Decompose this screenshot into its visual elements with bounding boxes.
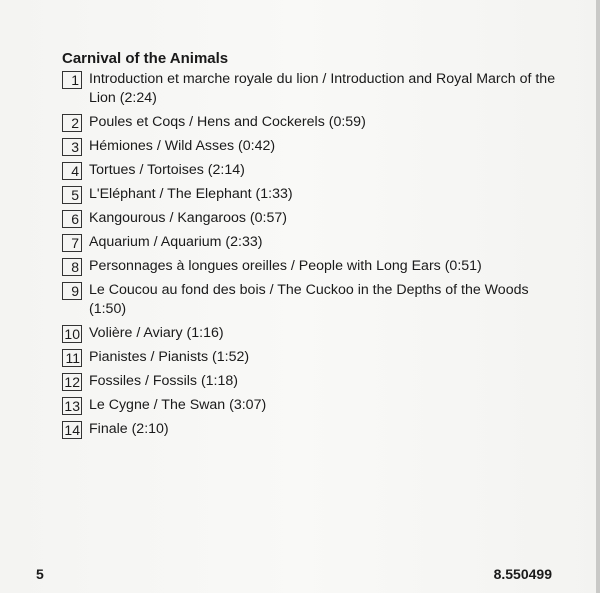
- track-title: Finale (2:10): [89, 421, 169, 437]
- track-item: [62, 185, 562, 204]
- track-title: Kangourous / Kangaroos (0:57): [89, 210, 287, 226]
- track-number: 10: [62, 325, 82, 343]
- track-number: 8: [62, 258, 82, 276]
- track-item: [62, 396, 562, 415]
- track-item: [62, 324, 562, 343]
- track-item: [62, 348, 562, 367]
- track-number: 9: [62, 282, 82, 300]
- track-number: 3: [62, 138, 82, 156]
- track-number: 11: [62, 349, 82, 367]
- page-edge: [596, 0, 600, 593]
- track-number: 6: [62, 210, 82, 228]
- track-title: Poules et Coqs / Hens and Cockerels (0:59): [89, 114, 366, 130]
- track-item: [62, 372, 562, 391]
- track-item: [62, 113, 562, 132]
- track-title: Hémiones / Wild Asses (0:42): [89, 138, 276, 154]
- track-number: 1: [62, 71, 82, 89]
- track-item: [62, 281, 562, 319]
- track-number: 12: [62, 373, 82, 391]
- track-number: 2: [62, 114, 82, 132]
- track-title: Le Cygne / The Swan (3:07): [89, 397, 267, 413]
- track-title: Le Coucou au fond des bois / The Cuckoo in the Depths of the Woods (1:50): [89, 282, 529, 317]
- track-item: [62, 257, 562, 276]
- track-title: L'Eléphant / The Elephant (1:33): [89, 186, 293, 202]
- track-number: 13: [62, 397, 82, 415]
- catalogue-number: 8.550499: [493, 566, 552, 582]
- track-number: 7: [62, 234, 82, 252]
- track-title: Pianistes / Pianists (1:52): [89, 349, 250, 365]
- track-title: Volière / Aviary (1:16): [89, 325, 224, 341]
- track-item: [62, 233, 562, 252]
- track-number: 14: [62, 421, 82, 439]
- track-title: Introduction et marche royale du lion / Introduction and Royal March of the Lion (2:24): [89, 71, 556, 106]
- track-number: 5: [62, 186, 82, 204]
- track-item: [62, 209, 562, 228]
- track-title: Tortues / Tortoises (2:14): [89, 162, 245, 178]
- track-title: Aquarium / Aquarium (2:33): [89, 234, 263, 250]
- track-item: [62, 420, 562, 439]
- work-title: Carnival of the Animals: [62, 50, 229, 67]
- track-title: Personnages à longues oreilles / People with Long Ears (0:51): [89, 258, 482, 274]
- page-number: 5: [36, 566, 44, 582]
- track-item: [62, 70, 562, 108]
- track-title: Fossiles / Fossils (1:18): [89, 373, 239, 389]
- track-item: [62, 161, 562, 180]
- track-item: [62, 137, 562, 156]
- track-number: 4: [62, 162, 82, 180]
- track-list: [62, 70, 562, 444]
